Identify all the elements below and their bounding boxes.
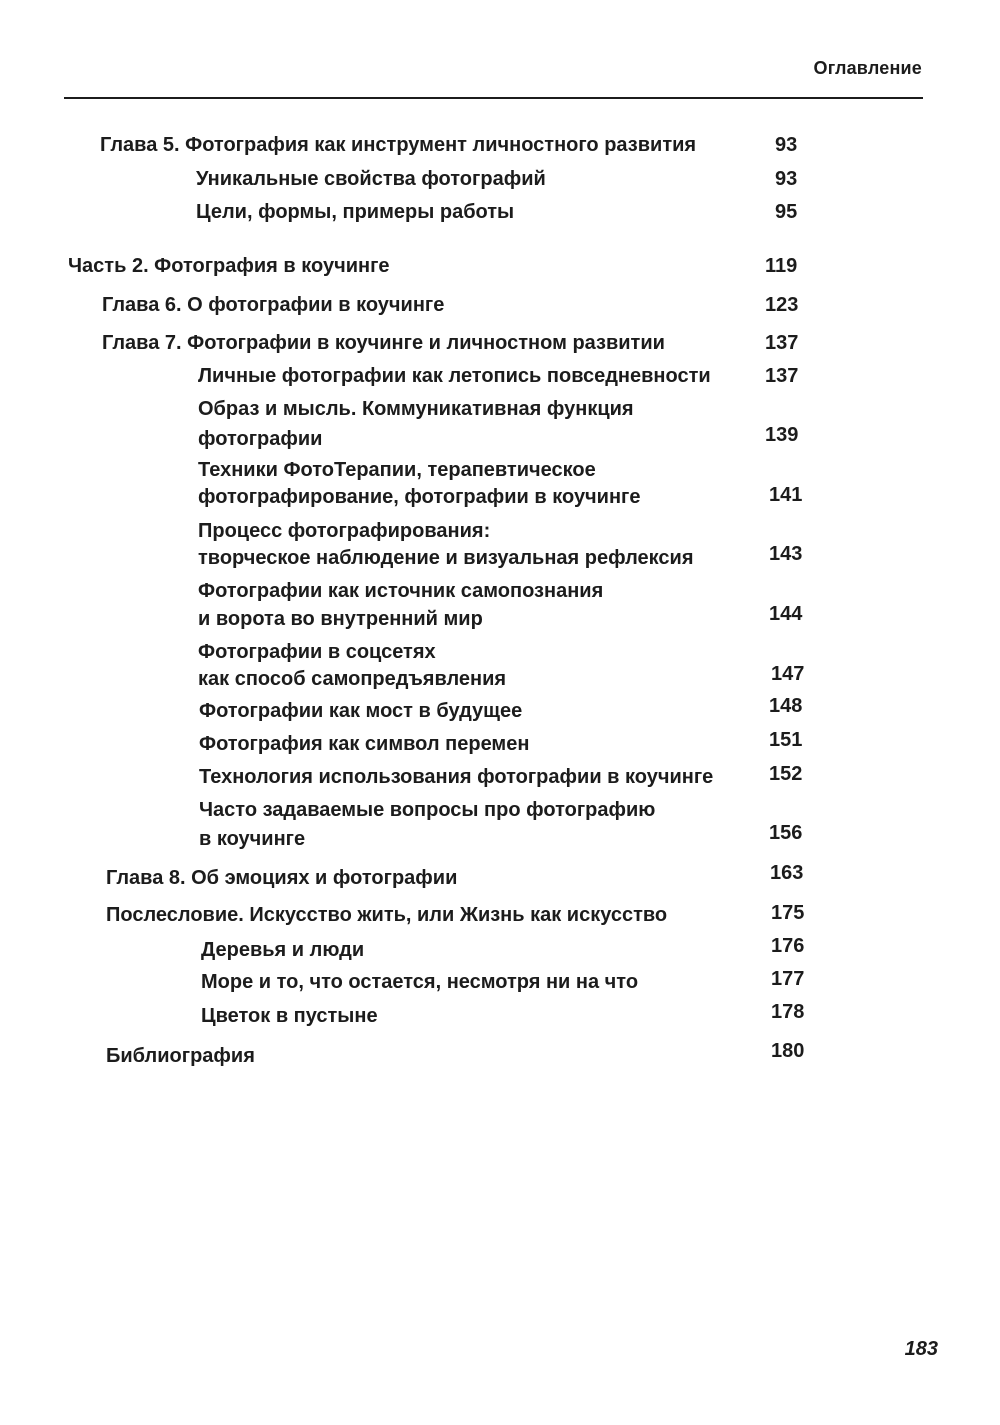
- toc-entry-page: 137: [765, 365, 799, 387]
- toc-entry-title-line-2: как способ самопредъявления: [198, 668, 507, 690]
- toc-entry-page: 123: [765, 294, 799, 316]
- toc-entry-title-line-1: Фотографии в соцсетях: [198, 641, 436, 663]
- toc-entry-title: Глава 7. Фотографии в коучинге и личностном развитии: [102, 332, 665, 354]
- toc-entry-title: Библиография: [106, 1045, 255, 1067]
- toc-entry-title: Глава 6. О фотографии в коучинге: [102, 294, 445, 316]
- toc-entry-page: 152: [769, 763, 803, 785]
- toc-entry-page: 176: [771, 935, 805, 957]
- toc-entry-title-line-1: Часто задаваемые вопросы про фотографию: [199, 799, 656, 821]
- toc-entry-page: 177: [771, 968, 805, 990]
- toc-entry-title-line-1: Фотографии как источник самопознания: [198, 580, 604, 602]
- toc-entry-page: 175: [771, 902, 805, 924]
- toc-entry-title: Послесловие. Искусство жить, или Жизнь как искусство: [106, 904, 668, 926]
- toc-entry-title-line-1: Образ и мысль. Коммуникативная функция: [198, 398, 634, 420]
- toc-entry-title: Фотография как символ перемен: [199, 733, 530, 755]
- toc-entry-title: Уникальные свойства фотографий: [196, 168, 546, 190]
- toc-entry-title: Личные фотографии как летопись повседневности: [198, 365, 711, 387]
- toc-entry-title-line-1: Техники ФотоТерапии, терапевтическое: [198, 459, 596, 481]
- toc-entry-title-line-2: в коучинге: [199, 828, 306, 850]
- toc-entry-title-line-2: фотографии: [198, 428, 323, 450]
- toc-entry-page: 139: [765, 424, 799, 446]
- toc-entry-page: 143: [769, 543, 803, 565]
- toc-entry-title: Цветок в пустыне: [201, 1005, 378, 1027]
- toc-entry-title-line-2: творческое наблюдение и визуальная рефлексия: [198, 547, 694, 569]
- toc-entry-page: 93: [775, 168, 798, 190]
- toc-entry-title: Море и то, что остается, несмотря ни на что: [201, 971, 639, 993]
- toc-entry-page: 163: [770, 862, 804, 884]
- toc-entry-title: Глава 5. Фотография как инструмент личностного развития: [100, 134, 697, 156]
- toc-entry-page: 151: [769, 729, 803, 751]
- toc-entry-page: 141: [769, 484, 803, 506]
- toc-entry-page: 178: [771, 1001, 805, 1023]
- toc-entry-title-line-2: и ворота во внутренний мир: [198, 608, 483, 630]
- toc-entry-page: 148: [769, 695, 803, 717]
- toc-entry-title: Глава 8. Об эмоциях и фотографии: [106, 867, 458, 889]
- toc-entry-page: 156: [769, 822, 803, 844]
- toc-entry-title: Фотографии как мост в будущее: [199, 700, 523, 722]
- toc-entry-page: 144: [769, 603, 803, 625]
- running-head: Оглавление: [813, 58, 922, 78]
- page-number: 183: [904, 1338, 938, 1360]
- toc-entry-page: 119: [765, 255, 798, 277]
- toc-entry-page: 180: [771, 1040, 805, 1062]
- toc-entry-page: 147: [771, 663, 805, 685]
- toc-entry-title: Деревья и люди: [201, 939, 365, 961]
- toc-entry-title: Цели, формы, примеры работы: [196, 201, 515, 223]
- toc-entry-page: 93: [775, 134, 798, 156]
- toc-entry-page: 95: [775, 201, 798, 223]
- toc-entry-title: Часть 2. Фотография в коучинге: [68, 255, 390, 277]
- toc-entry-page: 137: [765, 332, 799, 354]
- toc-entry-title-line-1: Процесс фотографирования:: [198, 520, 491, 542]
- toc-entry-title: Технология использования фотографии в коучинге: [199, 766, 714, 788]
- toc-entry-title-line-2: фотографирование, фотографии в коучинге: [198, 486, 641, 508]
